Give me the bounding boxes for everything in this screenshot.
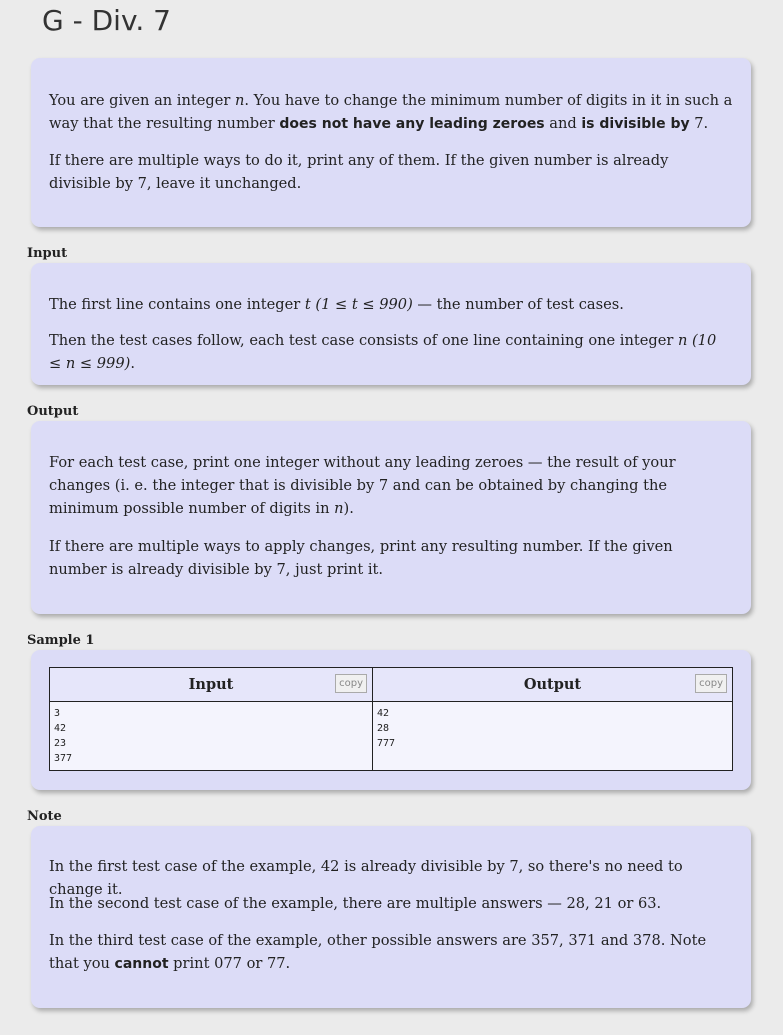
input-paragraph-2: Then the test cases follow, each test case consists of one line containing one integer n (10 ≤ n ≤ 999).	[49, 332, 717, 372]
sample-heading: Sample 1	[27, 633, 95, 648]
input-paragraph-1: The first line contains one integer t (1 ≤ t ≤ 990) — the number of test cases.	[49, 296, 624, 313]
input-heading: Input	[27, 246, 68, 261]
note-paragraph-2: In the second test case of the example, there are multiple answers — 28, 21 or 63.	[49, 895, 662, 912]
output-paragraph-1: For each test case, print one integer without any leading zeroes — the result of your changes (i. e. the integer that is divisible by 7 and can be obtained by changing the minimum possible number of digits in n).	[49, 454, 676, 517]
sample-table	[49, 667, 733, 771]
note-paragraph-3: In the third test case of the example, other possible answers are 357, 371 and 378. Note that you cannot print 077 or 77.	[49, 932, 707, 972]
sample-input-header: Input copy	[50, 668, 373, 702]
page-title: G - Div. 7	[42, 4, 171, 37]
note-box	[31, 826, 751, 1008]
statement-paragraph-2: If there are multiple ways to do it, print any of them. If the given number is already divisible by 7, leave it unchanged.	[49, 152, 669, 192]
input-box	[31, 263, 751, 385]
statement-box	[31, 58, 751, 227]
copy-input-button[interactable]: copy	[335, 674, 367, 693]
sample-output-header: Output copy	[373, 668, 733, 702]
copy-output-button[interactable]: copy	[695, 674, 727, 693]
statement-paragraph-1: You are given an integer n. You have to change the minimum number of digits in it in such a way that the resulting number does not have any leading zeroes and is divisible by 7.	[49, 92, 733, 132]
sample-box	[31, 650, 751, 790]
note-paragraph-1: In the first test case of the example, 42 is already divisible by 7, so there's no need to change it.	[49, 858, 683, 898]
output-heading: Output	[27, 404, 79, 419]
output-box	[31, 421, 751, 614]
sample-output-cell[interactable]: 42 28 777	[373, 702, 733, 771]
sample-input-cell[interactable]: 3 42 23 377	[50, 702, 373, 771]
output-paragraph-2: If there are multiple ways to apply changes, print any resulting number. If the given number is already divisible by 7, just print it.	[49, 538, 673, 578]
note-heading: Note	[27, 809, 62, 824]
